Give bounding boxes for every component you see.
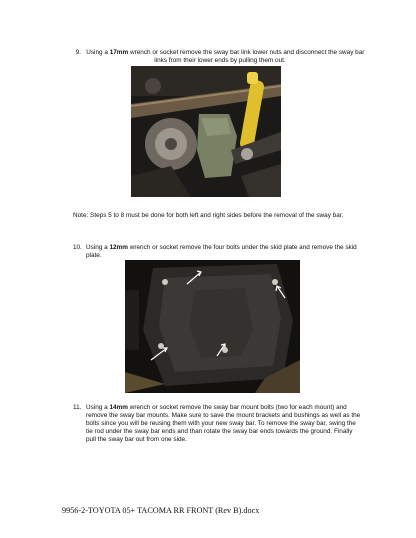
sway-bar-link-photo xyxy=(131,66,281,197)
step-9-post: wrench or socket remove the sway bar link lower nuts and disconnect the sway bar links from their lower ends by pulling them out. xyxy=(128,49,365,64)
step-11-text xyxy=(73,404,363,444)
skid-plate-photo xyxy=(125,260,300,393)
step-11-pre: Using a xyxy=(86,404,110,411)
document-footer: 9956-2-TOYOTA 05+ TACOMA RR FRONT (Rev B).docx xyxy=(62,506,260,515)
step-10-text xyxy=(73,244,363,260)
step-11-post: wrench or socket remove the sway bar mount bolts (two for each mount) and remove the sway bar mounts. Make sure to save the mount brackets and bushings as well as the bolts since you will be reusing them with your new sway bar. To remove the sway bar, swing the tie rod under the sway bar ends and than rotate the sway bar ends towards the ground. Finally pull the sway bar out from one side. xyxy=(86,404,361,443)
step-10 xyxy=(73,244,363,260)
note-text: Note: Steps 5 to 8 must be done for both left and right sides before the removal of the sway bar. xyxy=(73,212,344,219)
step-10-post: wrench or socket remove the four bolts under the skid plate and remove the skid plate. xyxy=(86,244,357,259)
step-9-bold: 17mm xyxy=(109,49,129,56)
step-11 xyxy=(73,404,363,444)
step-10-number: 10. xyxy=(73,244,82,251)
step-9 xyxy=(75,49,365,65)
step-9-text xyxy=(75,49,365,65)
step-10-pre: Using a xyxy=(86,244,110,251)
step-11-number: 11. xyxy=(73,404,82,411)
step-10-bold: 12mm xyxy=(109,244,128,251)
step-11-bold: 14mm xyxy=(109,404,128,411)
step-9-pre: Using a xyxy=(86,49,110,56)
step-9-number: 9. xyxy=(75,49,81,56)
